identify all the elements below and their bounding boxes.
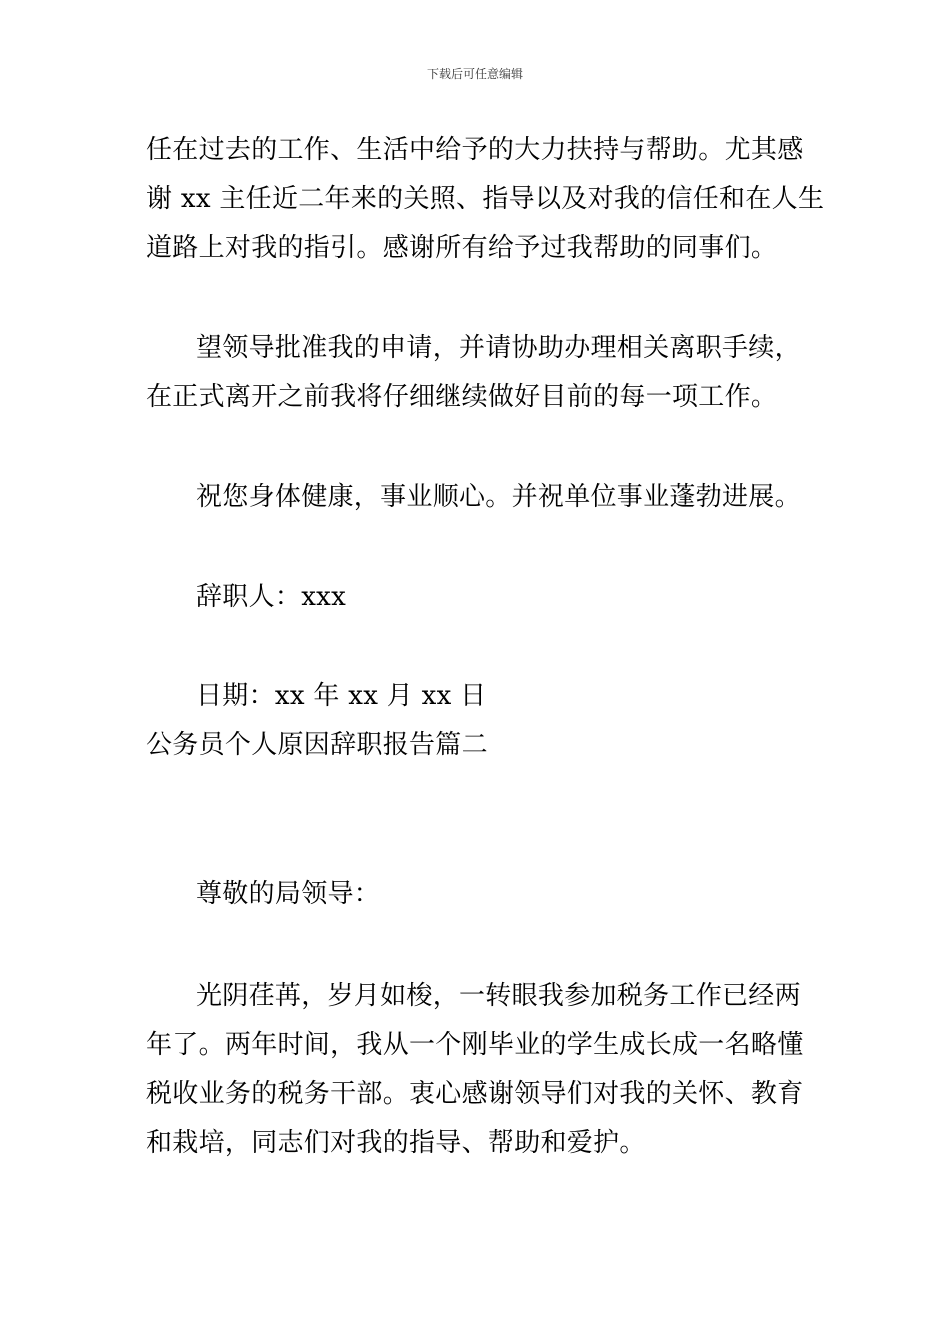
section-title: 公务员个人原因辞职报告篇二	[146, 730, 488, 760]
paragraph-line: 年了。两年时间，我从一个刚毕业的学生成长成一名略懂	[146, 1030, 804, 1060]
closing-wishes: 祝您身体健康，事业顺心。并祝单位事业蓬勃进展。	[196, 482, 801, 512]
paragraph-line: 税收业务的税务干部。衷心感谢领导们对我的关怀、教育	[146, 1079, 804, 1109]
paragraph-line: 任在过去的工作、生活中给予的大力扶持与帮助。尤其感	[146, 135, 804, 165]
signer-line: 辞职人：xxx	[196, 582, 347, 612]
paragraph-line: 在正式离开之前我将仔细继续做好目前的每一项工作。	[146, 382, 778, 412]
page-header: 下载后可任意编辑	[426, 67, 523, 81]
date-line: 日期：xx 年 xx 月 xx 日	[196, 681, 487, 711]
paragraph-line: 道路上对我的指引。感谢所有给予过我帮助的同事们。	[146, 233, 778, 263]
paragraph-line: 谢 xx 主任近二年来的关照、指导以及对我的信任和在人生	[146, 184, 825, 214]
paragraph-line: 望领导批准我的申请，并请协助办理相关离职手续，	[196, 333, 801, 363]
paragraph-line: 光阴荏苒，岁月如梭，一转眼我参加税务工作已经两	[196, 981, 801, 1011]
salutation: 尊敬的局领导：	[196, 879, 381, 909]
paragraph-line: 和栽培，同志们对我的指导、帮助和爱护。	[146, 1128, 646, 1158]
